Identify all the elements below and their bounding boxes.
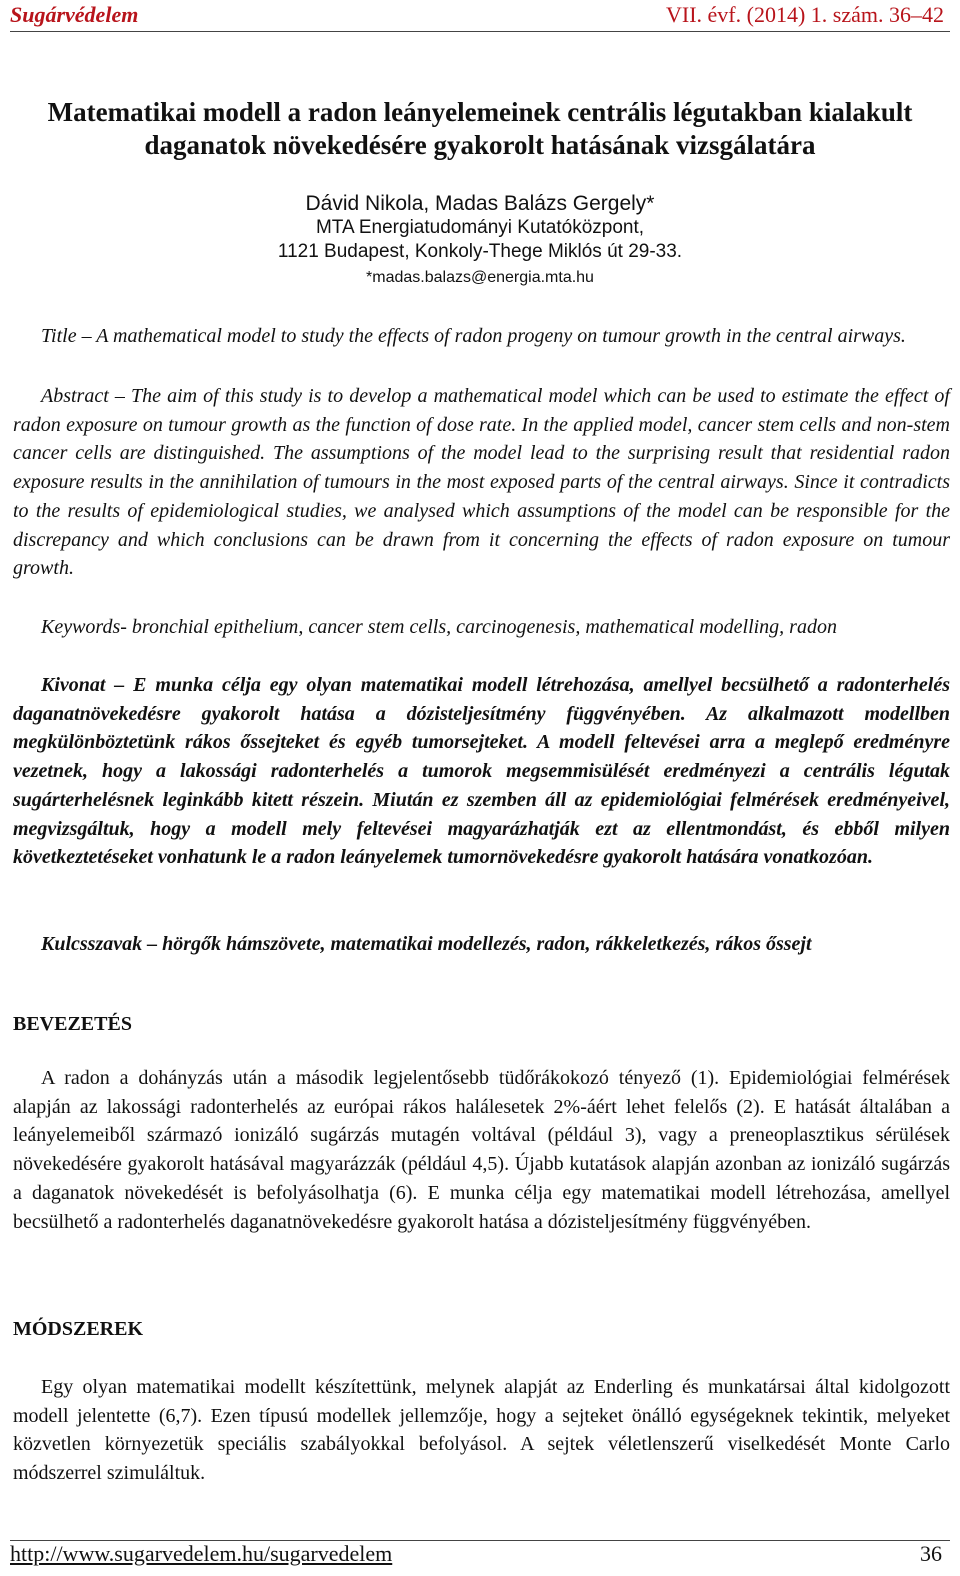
english-abstract: Abstract – The aim of this study is to develop a mathematical model which can be used to estimate the effect of radon exposure on tumour growth as the function of dose rate. In the applied model, cancer stem cells and non-stem cancer cells are distinguished. The assumptions of the model lead to the surprising result that residential radon exposure results in the annihilation of tumours in the most exposed parts of the central airways. Since it contradicts to the results of epidemiological studies, we analysed which assumptions of the model can be responsible for the discrepancy and which conclusions can be drawn from it concerning the effects of radon exposure on tumour growth.: [13, 385, 950, 580]
section-heading-introduction: BEVEZETÉS: [13, 1013, 132, 1035]
header-divider: [10, 31, 950, 32]
running-header: [10, 2, 950, 28]
authors: Dávid Nikola, Madas Balázs Gergely*: [305, 192, 655, 215]
section-heading-methods: MÓDSZEREK: [13, 1318, 144, 1340]
author-block: [10, 192, 950, 292]
page-number: 36: [920, 1541, 942, 1566]
hungarian-abstract: Kivonat – E munka célja egy olyan matematikai modell létrehozása, amellyel becsülhető a radonterhelés daganatnövekedésre gyakorolt hatása a dózisteljesítmény függvényében. Az alkalmazott modellben megkülönböztetünk rákos őssejteket és egyéb tumorsejteket. A modell feltevései arra a meglepő eredményre vezetnek, hogy a lakossági radonterhelés a tumorok megsemmisülését eredményezi a centrális légutak sugárterhelésnek leginkább kitett részein. Miután ez szemben áll az epidemiológiai felmérések eredményeivel, megvizsgáltuk, hogy a modell mely feltevései magyarázhatják ezt az ellentmondást, és ebből milyen következtetéseket vonhatunk le a radon leányelemek tumornövekedésre gyakorolt hatására vonatkozóan.: [13, 674, 950, 869]
footer-url-link[interactable]: http://www.sugarvedelem.hu/sugarvedelem: [10, 1541, 393, 1566]
methods-paragraph: Egy olyan matematikai modellt készítettünk, melynek alapját az Enderling és munkatársai által kidolgozott modell jelentette (6,7). Ezen típusú modellek jellemzője, hogy a sejteket önálló egységeknek tekintik, melyeket közvetlen környezetük speciális szabályokkal befolyásol. A sejtek véletlenszerű viselkedését Monte Carlo módszerrel szimuláltuk.: [13, 1376, 950, 1485]
introduction-paragraph: A radon a dohányzás után a második legjelentősebb tüdőrákokozó tényező (1). Epidemiológiai felmérések alapján az lakossági radonterhelés az európai rákos halálesetek 2%-áért lehet felelős (2). E hatását általában a leányelemeiből származó ionizáló sugárzás mutagén voltával (például 3), vagy a preneoplasztikus sérülések növekedésére gyakorolt hatásával magyarázzák (például 4,5). Újabb kutatások alapján azonban az ionizáló sugárzás a daganatok növekedését is befolyásolhatja (6). E munka célja egy matematikai modell létrehozása, amellyel becsülhető a radonterhelés daganatnövekedésre gyakorolt hatása a dózisteljesítmény függvényében.: [13, 1067, 950, 1233]
hungarian-keywords: Kulcsszavak – hörgők hámszövete, matematikai modellezés, radon, rákkeletkezés, rákos őssejt: [41, 933, 812, 955]
journal-name: Sugárvédelem: [10, 2, 139, 27]
author-email: *madas.balazs@energia.mta.hu: [366, 269, 594, 286]
english-keywords: Keywords- bronchial epithelium, cancer stem cells, carcinogenesis, mathematical modelling, radon: [41, 616, 837, 638]
title-line: Matematikai modell a radon leányelemeinek centrális légutakban kialakult: [47, 97, 913, 127]
title-line: daganatok növekedésére gyakorolt hatásának vizsgálatára: [144, 130, 816, 160]
issue-info: VII. évf. (2014) 1. szám. 36–42: [666, 2, 944, 27]
paper-title: [10, 96, 950, 162]
english-title: Title – A mathematical model to study the effects of radon progeny on tumour growth in the central airways.: [41, 325, 906, 347]
affiliation-line: 1121 Budapest, Konkoly-Thege Miklós út 29-33.: [277, 241, 683, 262]
affiliation-line: MTA Energiatudományi Kutatóközpont,: [315, 217, 645, 238]
